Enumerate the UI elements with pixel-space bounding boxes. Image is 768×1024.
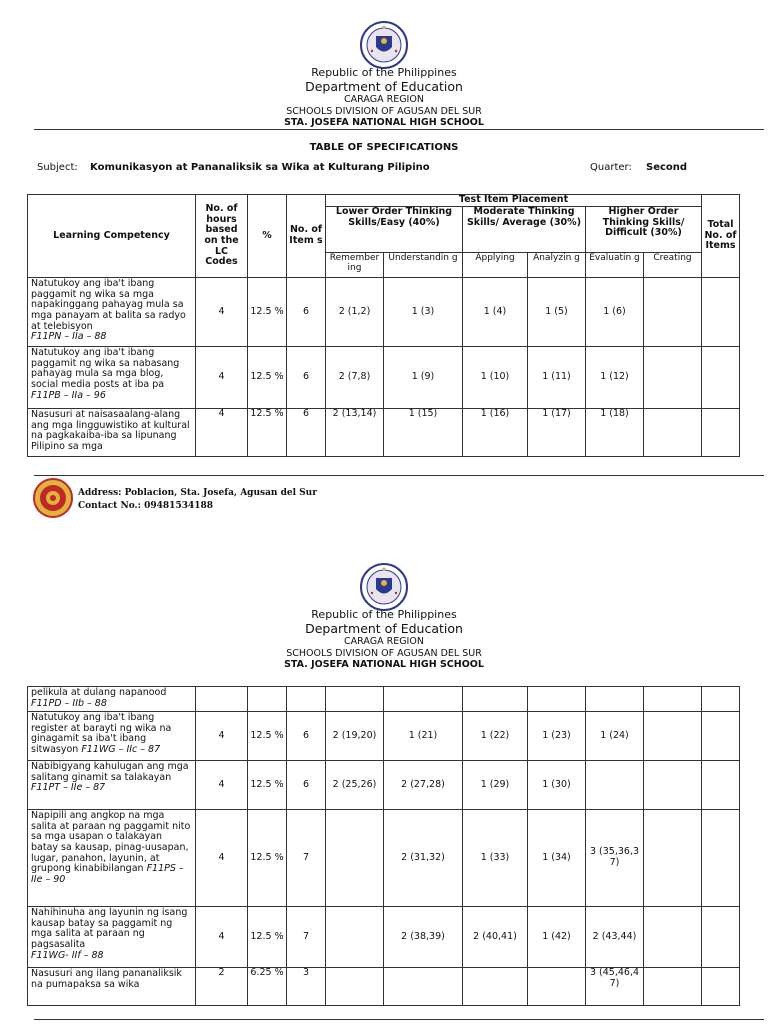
letterhead [0, 608, 768, 670]
th-learning-competency: Learning Competency [28, 195, 196, 278]
subject-value: Komunikasyon at Pananaliksik sa Wika at Kulturang Pilipino [90, 162, 430, 173]
creating-cell [644, 968, 702, 1006]
applying-cell: 1 (10) [463, 347, 528, 409]
analyzing-cell: 1 (42) [528, 907, 586, 968]
items-cell: 6 [287, 278, 326, 347]
competency-cell: Nasusuri at naisasaalang-alang ang mga lingguwistiko at kultural na pagkakaiba-iba sa lipunang Pilipino sa mga [28, 409, 196, 457]
table-row [28, 347, 740, 409]
total-cell [702, 968, 740, 1006]
table-row [28, 278, 740, 347]
total-cell [702, 712, 740, 761]
th-percent: % [248, 195, 287, 278]
percent-cell: 12.5 % [248, 907, 287, 968]
hours-cell: 4 [196, 712, 248, 761]
items-cell: 6 [287, 347, 326, 409]
percent-cell: 6.25 % [248, 968, 287, 1006]
th-test-item-placement: Test Item Placement [326, 195, 702, 207]
hours-cell: 4 [196, 409, 248, 457]
competency-cell: Nahihinuha ang layunin ng isang kausap batay sa paggamit ng mga salita at paraan ng pagsasalita F11WG- IIf – 88 [28, 907, 196, 968]
creating-cell [644, 409, 702, 457]
analyzing-cell: 1 (23) [528, 712, 586, 761]
table-row [28, 761, 740, 810]
th-remembering: Remember ing [326, 253, 384, 278]
creating-cell [644, 712, 702, 761]
division-line: SCHOOLS DIVISION OF AGUSAN DEL SUR [286, 105, 482, 117]
percent-cell: 12.5 % [248, 409, 287, 457]
school-line: STA. JOSEFA NATIONAL HIGH SCHOOL [284, 658, 484, 670]
creating-cell [644, 687, 702, 712]
total-cell [702, 761, 740, 810]
items-cell: 7 [287, 810, 326, 907]
th-evaluating: Evaluatin g [586, 253, 644, 278]
creating-cell [644, 761, 702, 810]
understanding-cell: 2 (31,32) [384, 810, 463, 907]
analyzing-cell: 1 (5) [528, 278, 586, 347]
understanding-cell [384, 968, 463, 1006]
understanding-cell: 2 (27,28) [384, 761, 463, 810]
th-lower-order: Lower Order Thinking Skills/Easy (40%) [326, 207, 463, 253]
republic-line: Republic of the Philippines [311, 66, 457, 79]
understanding-cell: 1 (9) [384, 347, 463, 409]
school-line: STA. JOSEFA NATIONAL HIGH SCHOOL [284, 116, 484, 128]
hours-cell: 4 [196, 278, 248, 347]
hours-cell: 4 [196, 810, 248, 907]
items-cell: 6 [287, 712, 326, 761]
quarter-value: Second [646, 162, 688, 173]
deped-seal-icon [359, 20, 409, 70]
subject-label: Subject: [37, 162, 78, 173]
creating-cell [644, 347, 702, 409]
analyzing-cell: 1 (34) [528, 810, 586, 907]
footer-divider [34, 475, 764, 476]
th-hours: No. of hours based on the LC Codes [196, 195, 248, 278]
th-applying: Applying [463, 253, 528, 278]
items-cell: 3 [287, 968, 326, 1006]
table-row [28, 687, 740, 712]
remembering-cell: 2 (1,2) [326, 278, 384, 347]
items-cell [287, 687, 326, 712]
applying-cell: 1 (4) [463, 278, 528, 347]
applying-cell: 1 (33) [463, 810, 528, 907]
region-line: CARAGA REGION [344, 94, 424, 106]
evaluating-cell: 1 (12) [586, 347, 644, 409]
evaluating-cell: 1 (24) [586, 712, 644, 761]
competency-cell: Natutukoy ang iba't ibang paggamit ng wika sa mga napakinggang pahayag mula sa mga panayam at balita sa radyo at telebisyon F11PN – IIa – 88 [28, 278, 196, 347]
th-items: No. of Item s [287, 195, 326, 278]
table-row [28, 810, 740, 907]
th-total: Total No. of Items [702, 195, 740, 278]
total-cell [702, 687, 740, 712]
total-cell [702, 278, 740, 347]
competency-cell: Natutukoy ang iba't ibang paggamit ng wika sa nabasang pahayag mula sa mga blog, social media posts at iba pa F11PB – IIa – 96 [28, 347, 196, 409]
quarter-label: Quarter: [590, 162, 632, 173]
evaluating-cell: 2 (43,44) [586, 907, 644, 968]
total-cell [702, 907, 740, 968]
competency-cell: Napipili ang angkop na mga salita at paraan ng paggamit nito sa mga usapan o talakayan batay sa kausap, pinag-uusapan, lugar, panahon, layunin, at grupong kinabibilangan F11PS –IIe – 90 [28, 810, 196, 907]
document-title: TABLE OF SPECIFICATIONS [309, 142, 459, 153]
applying-cell [463, 687, 528, 712]
th-moderate: Moderate Thinking Skills/ Average (30%) [463, 207, 586, 253]
region-line: CARAGA REGION [344, 636, 424, 648]
applying-cell: 1 (16) [463, 409, 528, 457]
creating-cell [644, 278, 702, 347]
competency-cell: Nasusuri ang ilang pananaliksik na pumapaksa sa wika [28, 968, 196, 1006]
remembering-cell [326, 968, 384, 1006]
understanding-cell: 1 (21) [384, 712, 463, 761]
applying-cell: 2 (40,41) [463, 907, 528, 968]
analyzing-cell: 1 (17) [528, 409, 586, 457]
creating-cell [644, 907, 702, 968]
tos-table-page-1 [27, 194, 740, 457]
hours-cell: 4 [196, 347, 248, 409]
percent-cell: 12.5 % [248, 347, 287, 409]
department-line: Department of Education [305, 79, 463, 95]
total-cell [702, 810, 740, 907]
th-creating: Creating [644, 253, 702, 278]
th-understanding: Understandin g [384, 253, 463, 278]
department-line: Department of Education [305, 621, 463, 637]
contact-line: Contact No.: 09481534188 [78, 500, 214, 511]
evaluating-cell: 1 (18) [586, 409, 644, 457]
footer-text [78, 487, 317, 512]
applying-cell [463, 968, 528, 1006]
evaluating-cell [586, 687, 644, 712]
hours-cell: 4 [196, 907, 248, 968]
remembering-cell: 2 (7,8) [326, 347, 384, 409]
percent-cell: 12.5 % [248, 761, 287, 810]
total-cell [702, 347, 740, 409]
understanding-cell [384, 687, 463, 712]
header-divider [34, 129, 764, 130]
analyzing-cell [528, 687, 586, 712]
competency-cell: Natutukoy ang iba't ibang register at barayti ng wika na ginagamit sa iba't ibang sitwasyon F11WG – IIc – 87 [28, 712, 196, 761]
evaluating-cell [586, 761, 644, 810]
deped-seal-icon [359, 562, 409, 612]
remembering-cell [326, 687, 384, 712]
total-cell [702, 409, 740, 457]
percent-cell: 12.5 % [248, 712, 287, 761]
school-seal-icon [33, 478, 73, 518]
th-higher-order: Higher Order Thinking Skills/ Difficult (30%) [586, 207, 702, 253]
items-cell: 6 [287, 409, 326, 457]
understanding-cell: 2 (38,39) [384, 907, 463, 968]
evaluating-cell: 3 (35,36,3 7) [586, 810, 644, 907]
th-analyzing: Analyzin g [528, 253, 586, 278]
analyzing-cell [528, 968, 586, 1006]
understanding-cell: 1 (3) [384, 278, 463, 347]
items-cell: 6 [287, 761, 326, 810]
analyzing-cell: 1 (30) [528, 761, 586, 810]
remembering-cell [326, 907, 384, 968]
address-line: Address: Poblacion, Sta. Josefa, Agusan del Sur [78, 488, 317, 498]
creating-cell [644, 810, 702, 907]
table-row [28, 409, 740, 457]
remembering-cell: 2 (13,14) [326, 409, 384, 457]
table-row [28, 907, 740, 968]
table-row [28, 712, 740, 761]
percent-cell: 12.5 % [248, 278, 287, 347]
hours-cell: 4 [196, 761, 248, 810]
evaluating-cell: 1 (6) [586, 278, 644, 347]
tos-table-page-2 [27, 686, 740, 1006]
table-row [28, 968, 740, 1006]
letterhead [0, 66, 768, 128]
remembering-cell: 2 (25,26) [326, 761, 384, 810]
footer-divider [34, 1019, 764, 1020]
document-page-2 [0, 540, 768, 1024]
percent-cell [248, 687, 287, 712]
hours-cell [196, 687, 248, 712]
evaluating-cell: 3 (45,46,4 7) [586, 968, 644, 1006]
competency-cell: pelikula at dulang napanood F11PD – IIb – 88 [28, 687, 196, 712]
remembering-cell [326, 810, 384, 907]
hours-cell: 2 [196, 968, 248, 1006]
remembering-cell: 2 (19,20) [326, 712, 384, 761]
analyzing-cell: 1 (11) [528, 347, 586, 409]
understanding-cell: 1 (15) [384, 409, 463, 457]
items-cell: 7 [287, 907, 326, 968]
applying-cell: 1 (29) [463, 761, 528, 810]
percent-cell: 12.5 % [248, 810, 287, 907]
republic-line: Republic of the Philippines [311, 608, 457, 621]
applying-cell: 1 (22) [463, 712, 528, 761]
division-line: SCHOOLS DIVISION OF AGUSAN DEL SUR [286, 647, 482, 659]
competency-cell: Nabibigyang kahulugan ang mga salitang ginamit sa talakayan F11PT – IIe – 87 [28, 761, 196, 810]
